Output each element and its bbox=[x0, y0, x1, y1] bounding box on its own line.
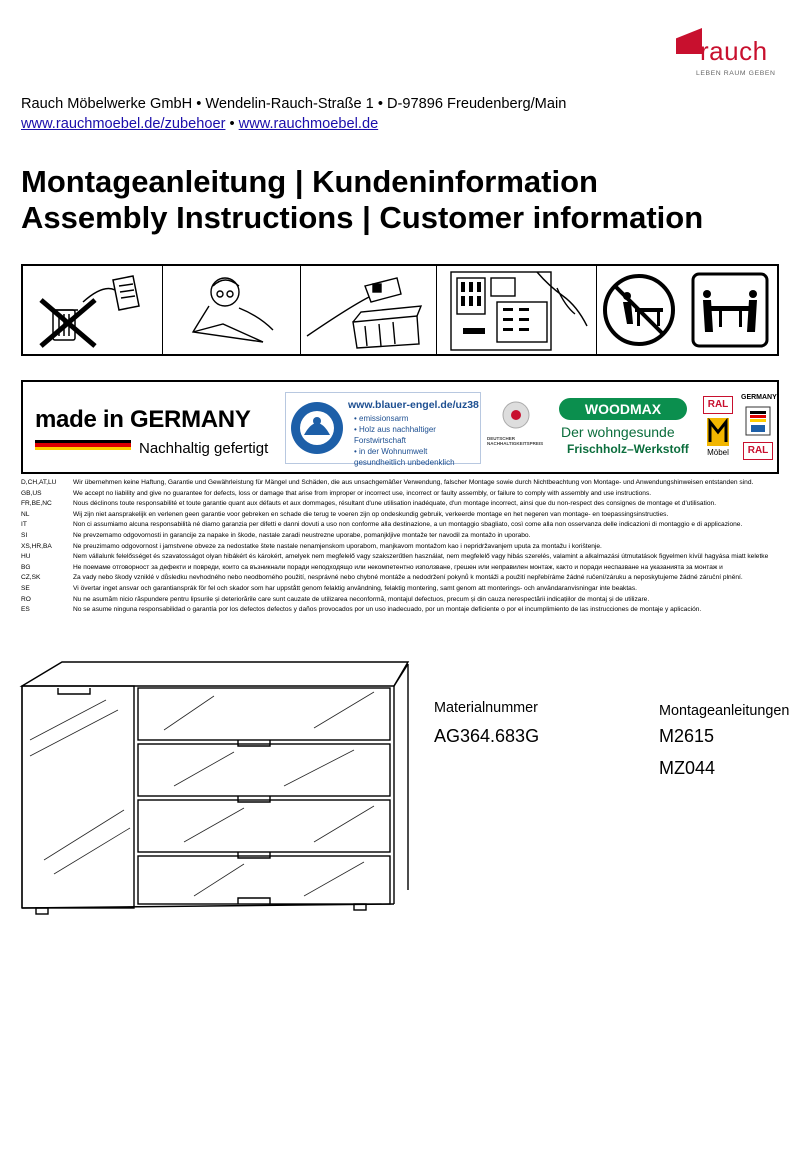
website-link[interactable]: www.rauchmoebel.de bbox=[238, 116, 379, 132]
disclaimer-text: Nu ne asumăm nicio răspundere pentru lipsurile și deteriorările care sunt cauzate de utilizarea neconformă, montajul defectuos, precum și din cauza nerespectării indicațiilor de montaj și de utilizare. bbox=[73, 595, 650, 603]
lang-code: FR,BE,NC bbox=[21, 500, 52, 508]
material-number-value: AG364.683G bbox=[434, 726, 540, 746]
company-address: Rauch Möbelwerke GmbH • Wendelin-Rauch-Straße 1 • D-97896 Freudenberg/Main bbox=[21, 96, 567, 112]
blauer-engel-icon bbox=[290, 401, 344, 455]
woodmax-line2: Frischholz–Werkstoff bbox=[567, 442, 689, 456]
disclaimer-text: No se asume ninguna responsabilidad o garantía por los defectos defectos y daños provocados por un uso inadecuado, por un montaje deficiente o por el incumplimiento de las instrucciones de montaje y aplicación. bbox=[73, 606, 702, 614]
ral-label-2: RAL bbox=[743, 442, 773, 460]
material-number-label: Materialnummer bbox=[434, 700, 538, 716]
sideboard-drawing bbox=[14, 660, 414, 940]
assembly-instruction-2: MZ044 bbox=[659, 758, 716, 778]
website-links bbox=[21, 116, 378, 132]
disclaimer-row bbox=[21, 531, 781, 542]
disclaimer-text: Ne prevzemamo odgovornosti in garancije za napake in škode, nastale zaradi neustrezne uporabe, pomanjkljive montaže ter navodil za montažo in uporabo. bbox=[73, 531, 531, 539]
disclaimer-text: Wir übernehmen keine Haftung, Garantie und Gewährleistung für Mängel und Schäden, die aus unsachgemäßer Verwendung, falscher Montage sowie durch Nichtbeachtung von Montage- und Anwendungshinweisen entstanden sind. bbox=[73, 479, 754, 486]
woodmax-line1: Der wohngesunde bbox=[561, 424, 675, 440]
made-in-germany-label: made in GERMANY bbox=[35, 406, 251, 433]
assembly-instructions-label: Montageanleitungen bbox=[659, 703, 790, 719]
file-instructions-icon bbox=[301, 266, 437, 354]
accessories-link[interactable]: www.rauchmoebel.de/zubehoer bbox=[21, 116, 226, 132]
ral-label: RAL bbox=[703, 396, 733, 414]
award-text: DEUTSCHER NACHHALTIGKEITSPREIS bbox=[487, 436, 544, 446]
lang-code: RO bbox=[21, 595, 31, 603]
blauer-engel-box bbox=[285, 392, 481, 467]
disclaimer-row bbox=[21, 499, 781, 510]
disclaimer-row bbox=[21, 605, 781, 616]
disclaimer-text: Не поемаме отговорност за дефекти и повреди, които са възникнали поради неподходящо или некомпетентно използване, грешен или неправилен монтаж, както и поради неспазване на указанията за монтаж и bbox=[73, 563, 723, 571]
logo-mark bbox=[676, 28, 702, 54]
disclaimer-row bbox=[21, 489, 781, 500]
blauer-engel-url: www.blauer-engel.de/uz38 bbox=[348, 399, 479, 411]
disclaimer-row bbox=[21, 552, 781, 563]
title-english: Assembly Instructions | Customer information bbox=[21, 200, 704, 235]
nachhaltigkeitspreis-badge bbox=[483, 396, 549, 466]
assembly-instruction-1: M2615 bbox=[659, 726, 715, 746]
point-health: • in der Wohnumwelt gesundheitlich unbedenklich bbox=[354, 446, 480, 468]
award-icon bbox=[501, 400, 531, 430]
certification-banner bbox=[21, 380, 779, 474]
link-separator: • bbox=[225, 116, 239, 132]
title-german: Montageanleitung | Kundeninformation bbox=[21, 164, 598, 199]
lang-code: XS,HR,BA bbox=[21, 542, 52, 550]
disclaimer-row bbox=[21, 595, 781, 606]
lang-code: NL bbox=[21, 510, 30, 518]
point-forestry: • Holz aus nachhaltiger Forstwirtschaft bbox=[354, 424, 480, 446]
pictogram-strip bbox=[21, 264, 779, 356]
disclaimer-row bbox=[21, 520, 781, 531]
rauch-logo bbox=[676, 28, 784, 84]
disclaimer-text: Nem vállalunk felelősséget és szavatosságot olyan hibákért és károkért, amelyek nem megfelelő vagy szakszerűtlen használat, nem megfelelő vagy hibás szerelés, valamint a alkalmazási útmutatások figyelmen kívül hagyása miatt keletke bbox=[73, 553, 769, 561]
no-single-assembly-icon bbox=[597, 266, 777, 354]
disclaimer-row bbox=[21, 584, 781, 595]
logo-tagline: LEBEN RAUM GEBEN bbox=[696, 70, 776, 77]
disclaimer-row bbox=[21, 478, 781, 489]
no-trash-icon bbox=[23, 266, 163, 354]
moebel-label: Möbel bbox=[707, 448, 729, 457]
lang-code: CZ,SK bbox=[21, 574, 41, 582]
lang-code: ES bbox=[21, 606, 30, 614]
lang-code: SI bbox=[21, 531, 28, 539]
disclaimer-text: Non ci assumiamo alcuna responsabilità né diamo garanzia per difetti e danni dovuti a uso non conforme alla destinazione, a un montaggio sbagliato, così come alla non osservanza delle indicazioni di montaggio e di applicazione. bbox=[73, 521, 743, 529]
quality-seal-icon bbox=[745, 406, 771, 436]
disclaimer-text: Ne preuzimamo odgovornost i jamstvene obveze za nedostatke štete nastale nenamjenskom uporabom, manjkavom montažom kao i nepridržavanjem uputa za montažu i korištenje. bbox=[73, 542, 602, 550]
point-emissions: • emissionsarm bbox=[354, 413, 480, 424]
logo-wordmark: rauch bbox=[700, 36, 768, 66]
disclaimer-text: Za vady nebo škody vzniklé v důsledku nevhodného nebo neodborného použití, nesprávné nebo chybné montáže a nedodržení pokynů k montáži a použití nepřebíráme žádné ručení/záruku a neposkytujeme žádné záruční plnění. bbox=[73, 574, 743, 582]
germany-label: GERMANY bbox=[741, 394, 777, 401]
sustainable-label: Nachhaltig gefertigt bbox=[139, 440, 269, 457]
lang-code: HU bbox=[21, 553, 31, 561]
parts-sheet-icon bbox=[437, 266, 597, 354]
moebel-m-icon bbox=[707, 418, 729, 446]
lang-code: D,CH,AT,LU bbox=[21, 479, 57, 486]
blauer-engel-points bbox=[342, 413, 480, 468]
disclaimer-text: Nous déclinons toute responsabilité et toute garantie quant aux défauts et aux dommages, résultant d'une utilisation inadéquate, d'un montage incorrect, ainsi que du non-respect des consignes de montage et d'utilisation. bbox=[73, 500, 717, 508]
ral-moebel-badge bbox=[703, 396, 733, 462]
disclaimer-row bbox=[21, 510, 781, 521]
german-flag-icon bbox=[35, 440, 131, 450]
read-instructions-icon bbox=[163, 266, 301, 354]
disclaimer-text: Vi övertar inget ansvar och garantiansprák för fel och skador som har uppstått genom felaktig användning, felaktig montering, samt genom att monterings- och användaranvisningar inte beaktas. bbox=[73, 584, 637, 592]
disclaimer-table bbox=[21, 478, 781, 616]
disclaimer-text: We accept no liability and give no guarantee for defects, loss or damage that arise from improper or incorrect use, incorrect or faulty assembly, or failure to comply with assembly and use instructions. bbox=[73, 489, 652, 497]
lang-code: IT bbox=[21, 521, 27, 529]
disclaimer-row bbox=[21, 563, 781, 574]
woodmax-badge bbox=[557, 398, 693, 462]
woodmax-label: WOODMAX bbox=[559, 398, 687, 420]
disclaimer-row bbox=[21, 573, 781, 584]
disclaimer-text: Wij zijn niet aansprakelijk en verlenen geen garantie voor gebreken en schade die terug te voeren zijn op ondeskundig gebruik, verkeerde montage en het negeren van montage- en toepassingsinstructies. bbox=[73, 510, 669, 518]
lang-code: BG bbox=[21, 563, 31, 571]
ral-germany-badge bbox=[741, 394, 775, 464]
lang-code: SE bbox=[21, 584, 30, 592]
disclaimer-row bbox=[21, 542, 781, 553]
lang-code: GB,US bbox=[21, 489, 42, 497]
